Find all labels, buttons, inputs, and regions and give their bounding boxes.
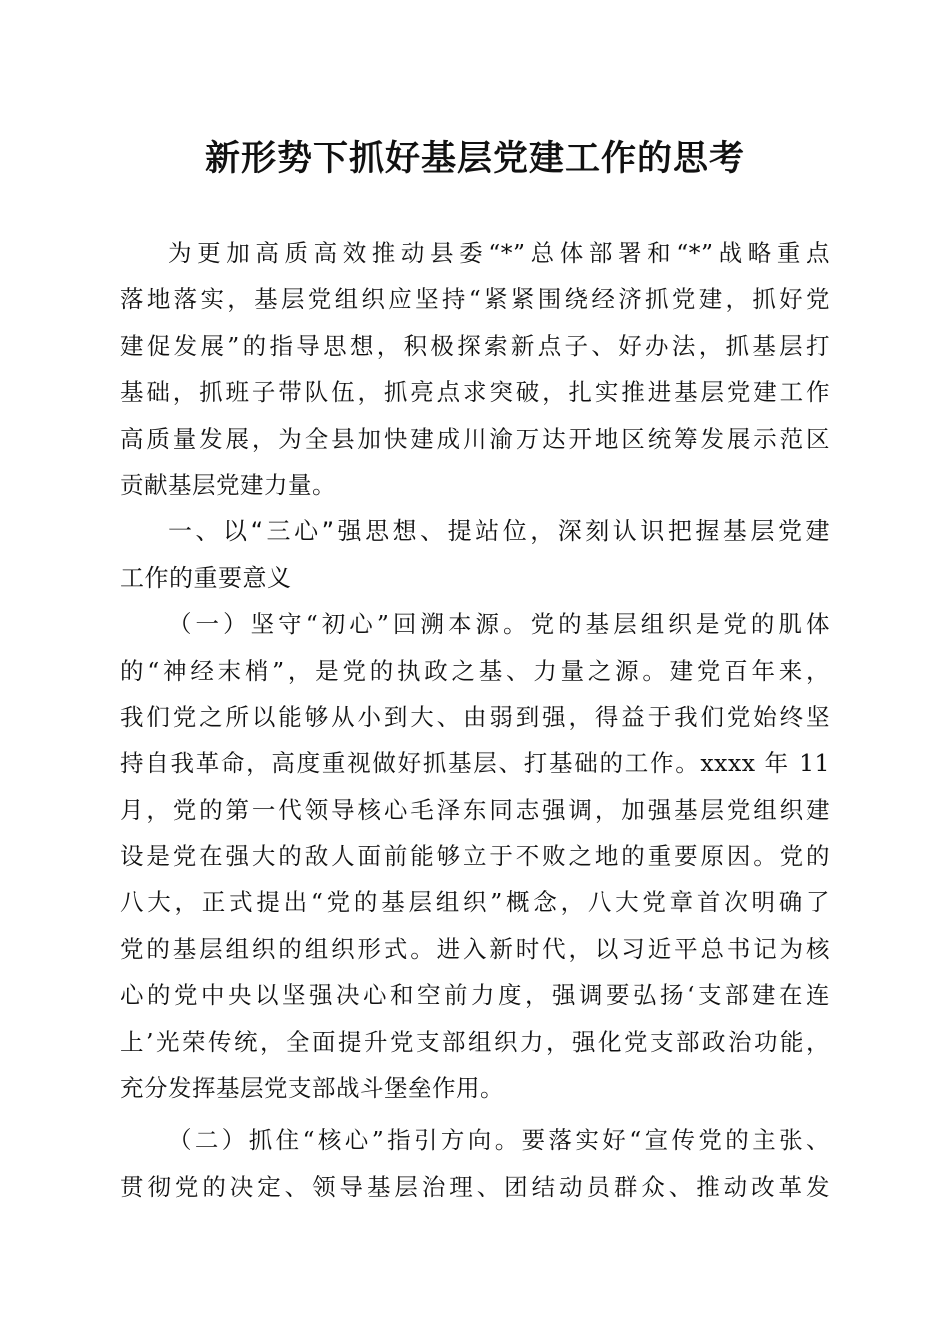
text-line: 党的基层组织的组织形式。进入新时代，以习近平总书记为核 bbox=[120, 934, 830, 963]
text-line: 为更加高质高效推动县委“*”总体部署和“*”战略重点 bbox=[168, 239, 830, 267]
text-line: （二）抓住“核心”指引方向。要落实好“宣传党的主张、 bbox=[168, 1126, 830, 1155]
text-line: 的“神经末梢”，是党的执政之基、力量之源。建党百年来， bbox=[120, 656, 830, 685]
text-line: 贡献基层党建力量。 bbox=[120, 470, 336, 499]
text-line: 基础，抓班子带队伍，抓亮点求突破，扎实推进基层党建工作 bbox=[120, 378, 830, 407]
text-line: 高质量发展，为全县加快建成川渝万达开地区统筹发展示范区 bbox=[120, 424, 830, 453]
heading-line: 工作的重要意义 bbox=[120, 563, 292, 592]
intro-paragraph bbox=[120, 230, 830, 508]
text-line: 月，党的第一代领导核心毛泽东同志强调，加强基层党组织建 bbox=[120, 795, 830, 824]
text-line: 贯彻党的决定、领导基层治理、团结动员群众、推动改革发 bbox=[120, 1172, 830, 1201]
text-line: 八大，正式提出“党的基层组织”概念，八大党章首次明确了 bbox=[120, 888, 830, 917]
text-line: 我们党之所以能够从小到大、由弱到强，得益于我们党始终坚 bbox=[120, 702, 830, 731]
text-line: 持自我革命，高度重视做好抓基层、打基础的工作。xxxx 年 11 bbox=[120, 749, 830, 778]
document-title: 新形势下抓好基层党建工作的思考 bbox=[204, 138, 745, 179]
text-line: 建促发展”的指导思想，积极探索新点子、好办法，抓基层打 bbox=[120, 331, 830, 360]
section-1-heading bbox=[120, 508, 830, 601]
text-line: 心的党中央以坚强决心和空前力度，强调要弘扬‘支部建在连 bbox=[120, 981, 830, 1010]
text-line: （一）坚守“初心”回溯本源。党的基层组织是党的肌体 bbox=[168, 610, 830, 639]
paragraph-2 bbox=[120, 1117, 830, 1210]
paragraph-1 bbox=[120, 601, 830, 1111]
text-line: 充分发挥基层党支部战斗堡垒作用。 bbox=[120, 1074, 504, 1103]
text-line: 上’光荣传统，全面提升党支部组织力，强化党支部政治功能， bbox=[120, 1027, 830, 1056]
heading-line: 一、以“三心”强思想、提站位，深刻认识把握基层党建 bbox=[168, 517, 830, 546]
text-line: 落地落实，基层党组织应坚持“紧紧围绕经济抓党建，抓好党 bbox=[120, 285, 830, 314]
document-body bbox=[120, 230, 830, 1210]
text-line: 设是党在强大的敌人面前能够立于不败之地的重要原因。党的 bbox=[120, 842, 830, 871]
